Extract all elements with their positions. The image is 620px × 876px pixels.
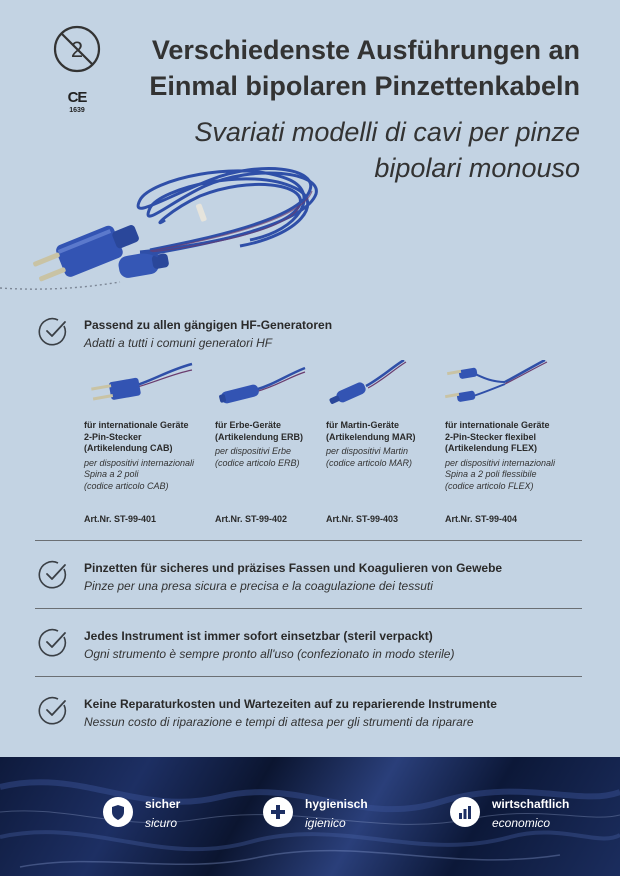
benefit-safe-it: sicuro [145, 816, 178, 830]
product-mar-art-nr: Art.Nr. ST-99-403 [326, 514, 399, 524]
product-flex-it-2: Spina a 2 poli flessibile [445, 469, 537, 479]
check-circle-icon [38, 695, 68, 725]
product-cab-de-2: 2-Pin-Stecker [84, 431, 142, 442]
flex-two-pin-plug-cable-image [445, 360, 555, 408]
ce-symbol: CE [67, 89, 87, 106]
product-erb-de-2: (Artikelendung ERB) [215, 431, 304, 442]
title-german-line-2: Einmal bipolaren Pinzettenkabeln [149, 71, 580, 101]
benefit-economic-badge [450, 797, 480, 827]
check-circle-icon [38, 316, 68, 346]
title-italian-line-2: bipolari monouso [374, 153, 580, 183]
product-flex-it-3: (codice articolo FLEX) [445, 480, 534, 491]
two-pin-plug-cable-image [84, 360, 194, 408]
title-german [110, 32, 580, 104]
product-mar-it-2: (codice articolo MAR) [326, 457, 413, 468]
feature-grasping-it: Pinze per una presa sicura e precisa e la coagulazione dei tessuti [84, 579, 433, 593]
check-circle-icon [38, 627, 68, 657]
benefit-hygienic-badge [263, 797, 293, 827]
product-mar-it-1: per dispositivi Martin [326, 446, 409, 456]
benefit-safe-badge [103, 797, 133, 827]
feature-no-repair-de: Keine Reparaturkosten und Wartezeiten auf zu reparierende Instrumente [84, 697, 497, 711]
ce-mark [62, 90, 92, 115]
product-cab-de-1: für internationale Geräte [84, 420, 189, 430]
product-flex-it-1: per dispositivi internazionali [445, 457, 556, 468]
product-cab-text [84, 420, 224, 492]
product-flex-de-3: (Artikelendung FLEX) [445, 443, 537, 453]
benefit-economic-it: economico [492, 816, 551, 830]
martin-plug-cable-image [326, 360, 436, 408]
erbe-plug-cable-image [215, 360, 325, 408]
check-circle-icon [38, 559, 68, 589]
product-flex-de-2: 2-Pin-Stecker flexibel [445, 431, 537, 442]
feature-generators-de: Passend zu allen gängigen HF-Generatoren [84, 318, 333, 332]
product-erb-de-1: für Erbe-Geräte [215, 420, 282, 430]
title-italian-line-1: Svariati modelli di cavi per pinze [194, 117, 580, 147]
single-use-icon [52, 24, 102, 74]
feature-sterile-it: Ogni strumento è sempre pronto all'uso (confezionato in modo sterile) [84, 647, 455, 661]
product-cab-it-3: (codice articolo CAB) [84, 480, 169, 491]
product-flex-de-1: für internationale Geräte [445, 420, 550, 430]
ce-number: 1639 [69, 107, 85, 114]
product-flex-text [445, 420, 585, 492]
product-cab-art-nr: Art.Nr. ST-99-401 [84, 514, 157, 524]
product-cab-de-3: (Artikelendung CAB) [84, 443, 173, 453]
divider [35, 540, 582, 541]
hero-cable-image [0, 160, 330, 300]
benefit-economic-de: wirtschaftlich [492, 797, 570, 811]
bar-chart-icon [450, 797, 480, 827]
benefit-hygienic-de: hygienisch [305, 797, 368, 811]
plus-icon [263, 797, 293, 827]
product-cab-it-2: Spina a 2 poli [84, 469, 139, 479]
product-erb-it-1: per dispositivi Erbe [215, 446, 292, 456]
benefit-hygienic-it: igienico [305, 816, 346, 830]
feature-sterile-de: Jedes Instrument ist immer sofort einsetzbar (steril verpackt) [84, 629, 433, 643]
product-mar-de-2: (Artikelendung MAR) [326, 431, 416, 442]
divider [35, 608, 582, 609]
divider [35, 676, 582, 677]
feature-grasping-de: Pinzetten für sicheres und präzises Fassen und Koagulieren von Gewebe [84, 561, 503, 575]
product-erb-art-nr: Art.Nr. ST-99-402 [215, 514, 288, 524]
feature-no-repair-it: Nessun costo di riparazione e tempi di attesa per gli strumenti da riparare [84, 715, 474, 729]
title-german-line-1: Verschiedenste Ausführungen an [151, 35, 580, 65]
benefits-band [0, 757, 620, 876]
product-mar-de-1: für Martin-Geräte [326, 420, 400, 430]
shield-icon [103, 797, 133, 827]
feature-generators-it: Adatti a tutti i comuni generatori HF [84, 336, 273, 350]
benefit-safe-de: sicher [145, 797, 181, 811]
product-erb-it-2: (codice articolo ERB) [215, 457, 300, 468]
product-flex-art-nr: Art.Nr. ST-99-404 [445, 514, 518, 524]
single-use-digit: 2 [70, 37, 84, 62]
product-cab-it-1: per dispositivi internazionali [84, 457, 195, 468]
